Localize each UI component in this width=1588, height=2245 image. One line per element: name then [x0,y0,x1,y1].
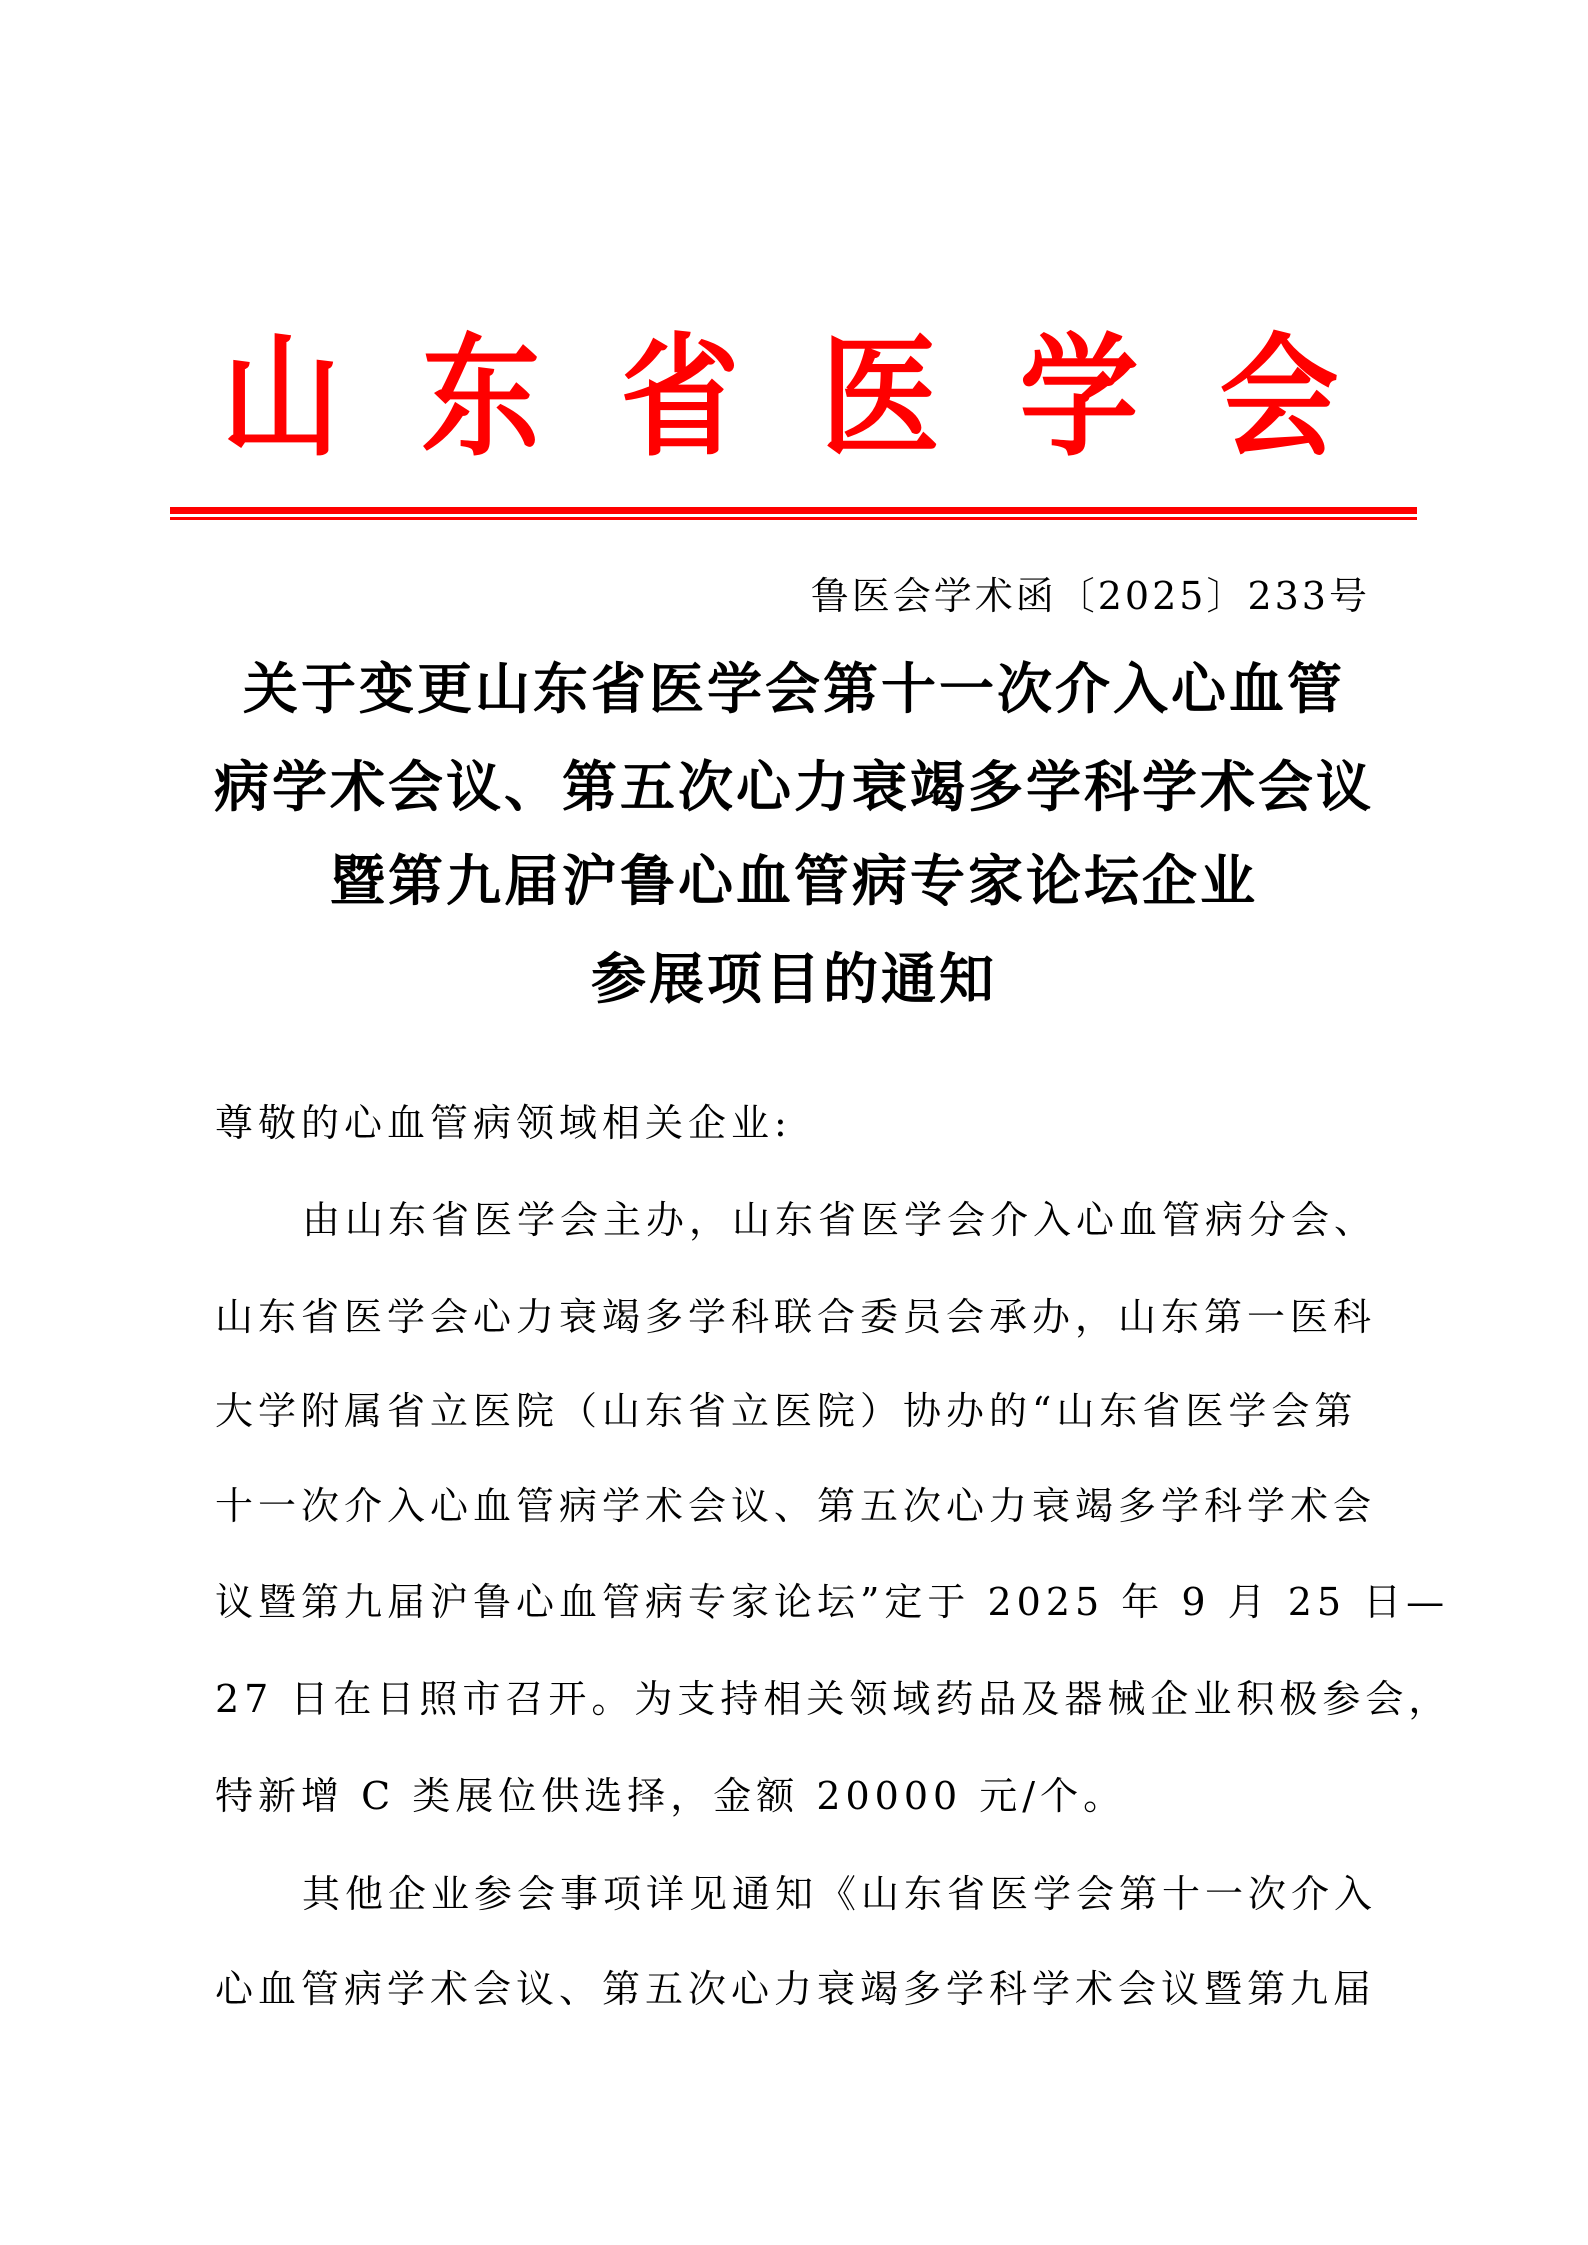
letterhead-char: 学 [1019,320,1139,475]
letterhead-rule-thin [170,517,1417,520]
letterhead-char: 会 [1219,320,1339,475]
paragraph-1-line: 27 日在日照市召开。为支持相关领域药品及器械企业积极参会， [215,1677,1452,1721]
paragraph-2-line: 心血管病学术会议、第五次心力衰竭多学科学术会议暨第九届 [215,1967,1377,2011]
paragraph-1-line: 议暨第九届沪鲁心血管病专家论坛”定于 2025 年 9 月 25 日— [215,1580,1450,1624]
letterhead-char: 医 [820,320,940,475]
title-line-4: 参展项目的通知 [590,947,997,1011]
paragraph-2-line: 其他企业参会事项详见通知《山东省医学会第十一次介入 [302,1872,1378,1916]
letterhead-char: 山 [221,320,341,475]
letterhead-char: 东 [421,320,540,475]
paragraph-1-line: 由山东省医学会主办，山东省医学会介入心血管病分会、 [302,1198,1378,1242]
paragraph-1-line: 十一次介入心血管病学术会议、第五次心力衰竭多学科学术会 [215,1484,1377,1528]
title-line-3: 暨第九届沪鲁心血管病专家论坛企业 [329,849,1258,913]
letterhead-rule-thick [170,507,1417,514]
paragraph-1-line: 特新增 C 类展位供选择，金额 20000 元/个。 [215,1774,1127,1818]
title-line-2: 病学术会议、第五次心力衰竭多学科学术会议 [213,755,1374,819]
salutation: 尊敬的心血管病领域相关企业: [215,1101,792,1145]
paragraph-1-line: 山东省医学会心力衰竭多学科联合委员会承办，山东第一医科 [215,1295,1377,1339]
title-line-1: 关于变更山东省医学会第十一次介入心血管 [242,657,1345,721]
org-letterhead [215,318,1345,478]
letterhead-char: 省 [620,320,740,475]
paragraph-1-line: 大学附属省立医院（山东省立医院）协办的“山东省医学会第 [215,1389,1358,1433]
document-number: 鲁医会学术函〔2025〕233号 [810,574,1370,618]
